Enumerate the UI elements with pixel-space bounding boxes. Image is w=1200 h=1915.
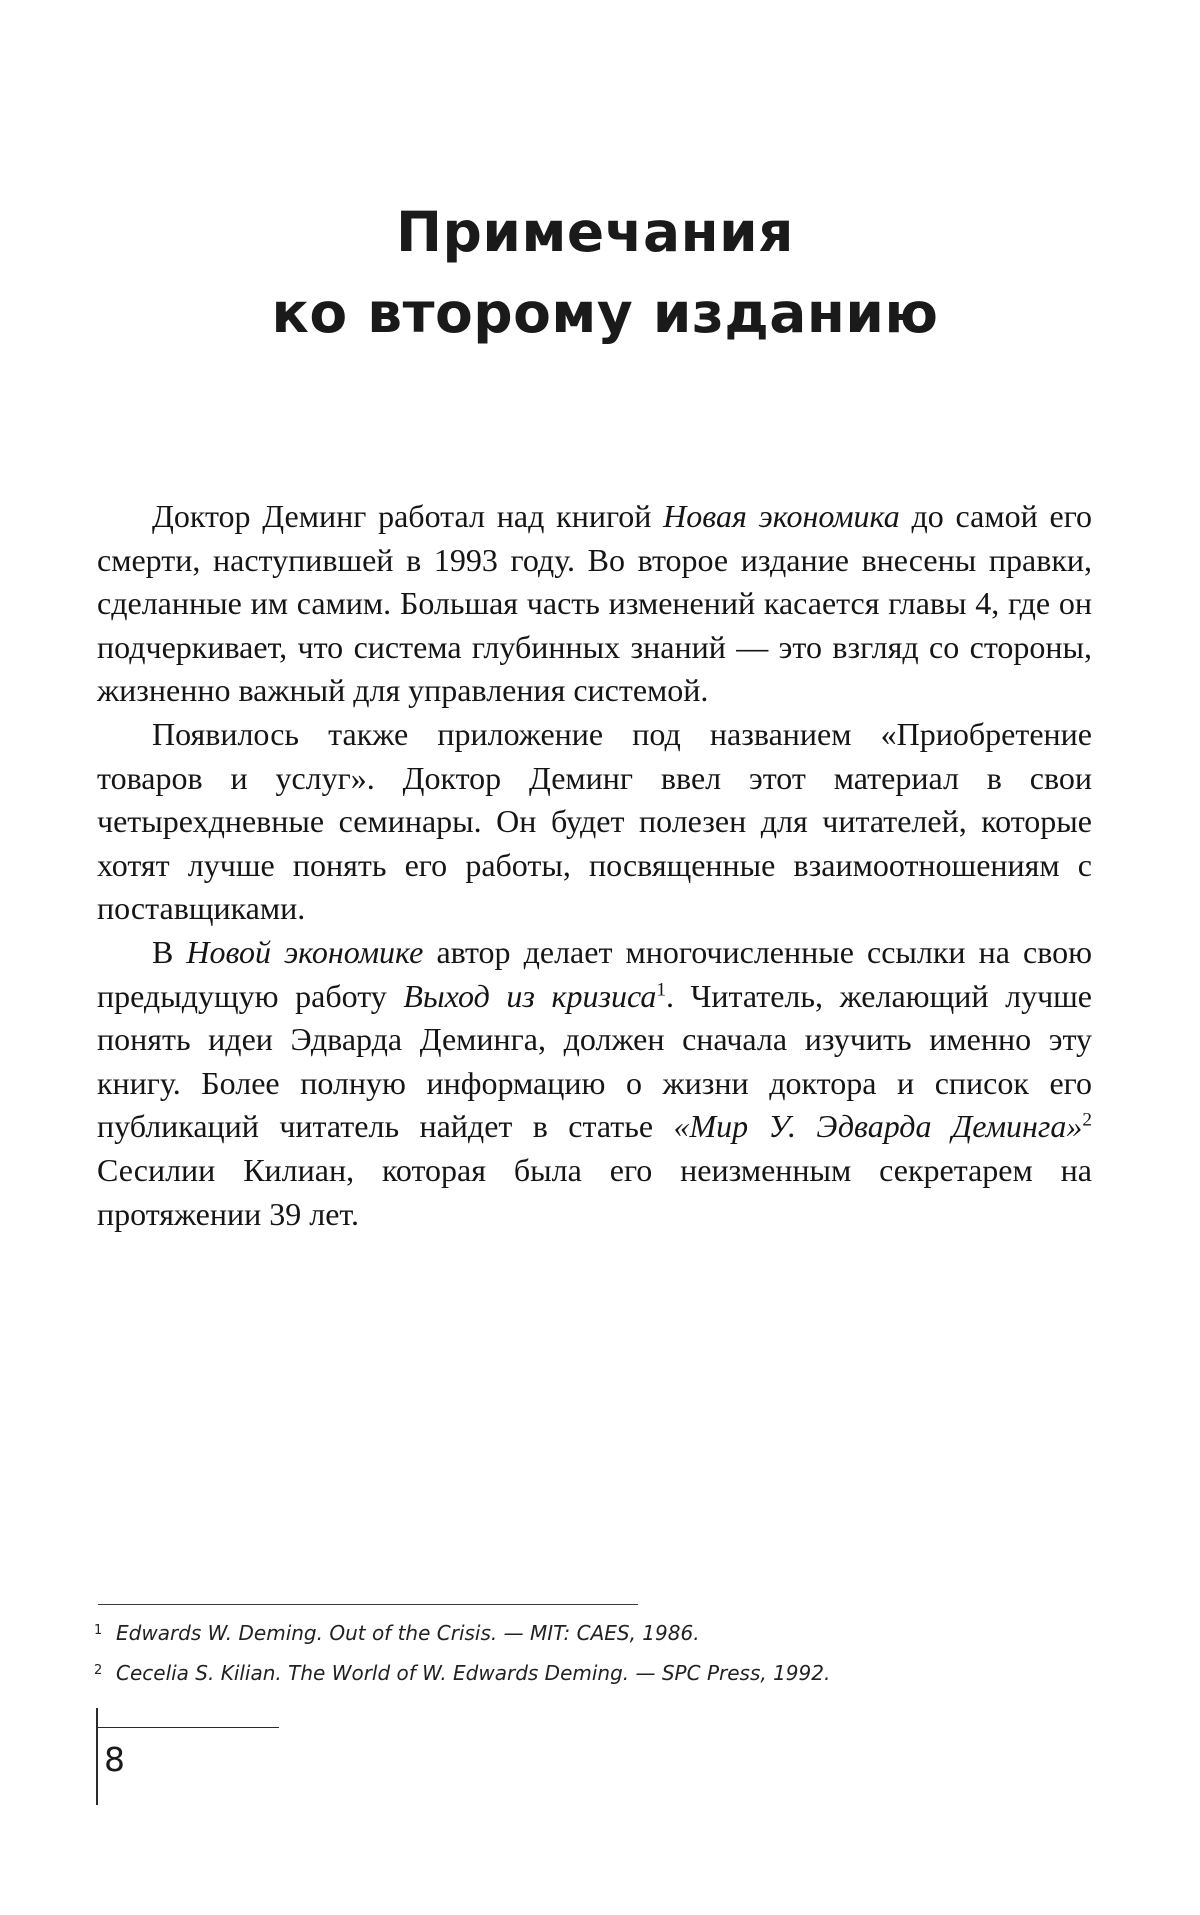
footnote-ref-2[interactable]: 2 <box>1082 1109 1092 1131</box>
footnote-2-mark: 2 <box>94 1663 103 1678</box>
footnotes <box>94 1612 994 1692</box>
title-line-2: ко второму изданию <box>271 281 939 345</box>
paragraph-1 <box>97 495 1092 713</box>
footnote-2-text: Cecelia S. Kilian. The World of W. Edwards Deming. — SPC Press, 1992. <box>116 1661 831 1685</box>
paragraph-3-text-3: . Читатель, желающий лучше понять идеи Эдварда Деминга, должен сначала изучить именно эту книгу. Более полную информацию о жизни доктора и список его публикаций читатель найдет в статье <box>97 977 1092 1145</box>
page-title <box>0 192 1200 354</box>
paragraph-1-text-1: Доктор Деминг работал над книгой <box>152 498 664 534</box>
footnote-1-text: Edwards W. Deming. Out of the Crisis. — MIT: CAES, 1986. <box>116 1621 700 1645</box>
folio-horizontal-rule <box>96 1727 279 1728</box>
book-title-new-economics: Новая экономика <box>663 498 900 534</box>
body-text <box>97 495 1092 1236</box>
paragraph-2-text-1: Появилось также приложение под названием «Приобретение товаров и услуг». Доктор Деминг ввел этот материал в свои четырехдневные семинары. Он будет полезен для читателей, которые хотят лучше понять его работы, посвященные взаимоотношениям с поставщиками. <box>97 715 1092 927</box>
paragraph-1-text-2: до самой его смерти, наступившей в 1993 году. Во второе издание внесены правки, сделанные им самим. Большая часть изменений касается главы 4, где он подчеркивает, что система глубинных знаний — это взгляд со стороны, жизненно важный для управления системой. <box>97 498 1093 709</box>
paragraph-3-text-4: Сесилии Килиан, которая была его неизменным секретарем на протяжении 39 лет. <box>97 1151 1092 1232</box>
footnote-ref-1[interactable]: 1 <box>656 978 666 1000</box>
paragraph-3 <box>97 931 1092 1236</box>
footnote-1 <box>94 1612 994 1652</box>
title-line-1: Примечания <box>396 200 794 264</box>
footnote-2 <box>94 1652 994 1692</box>
page-number: 8 <box>104 1740 125 1779</box>
footnote-divider <box>98 1604 638 1605</box>
book-title-new-economics-2: Новой экономике <box>186 933 424 970</box>
folio-vertical-rule <box>96 1708 98 1805</box>
paragraph-3-text-1: В <box>152 933 187 970</box>
paragraph-3-text-2: автор делает многочисленные ссылки на свою предыдущую работу <box>97 933 1093 1014</box>
footnote-1-mark: 1 <box>94 1623 103 1638</box>
book-title-out-of-crisis: Выход из кризиса <box>403 977 657 1014</box>
paragraph-2 <box>97 713 1092 931</box>
article-title-world-of-deming: «Мир У. Эдварда Деминга» <box>673 1108 1083 1145</box>
